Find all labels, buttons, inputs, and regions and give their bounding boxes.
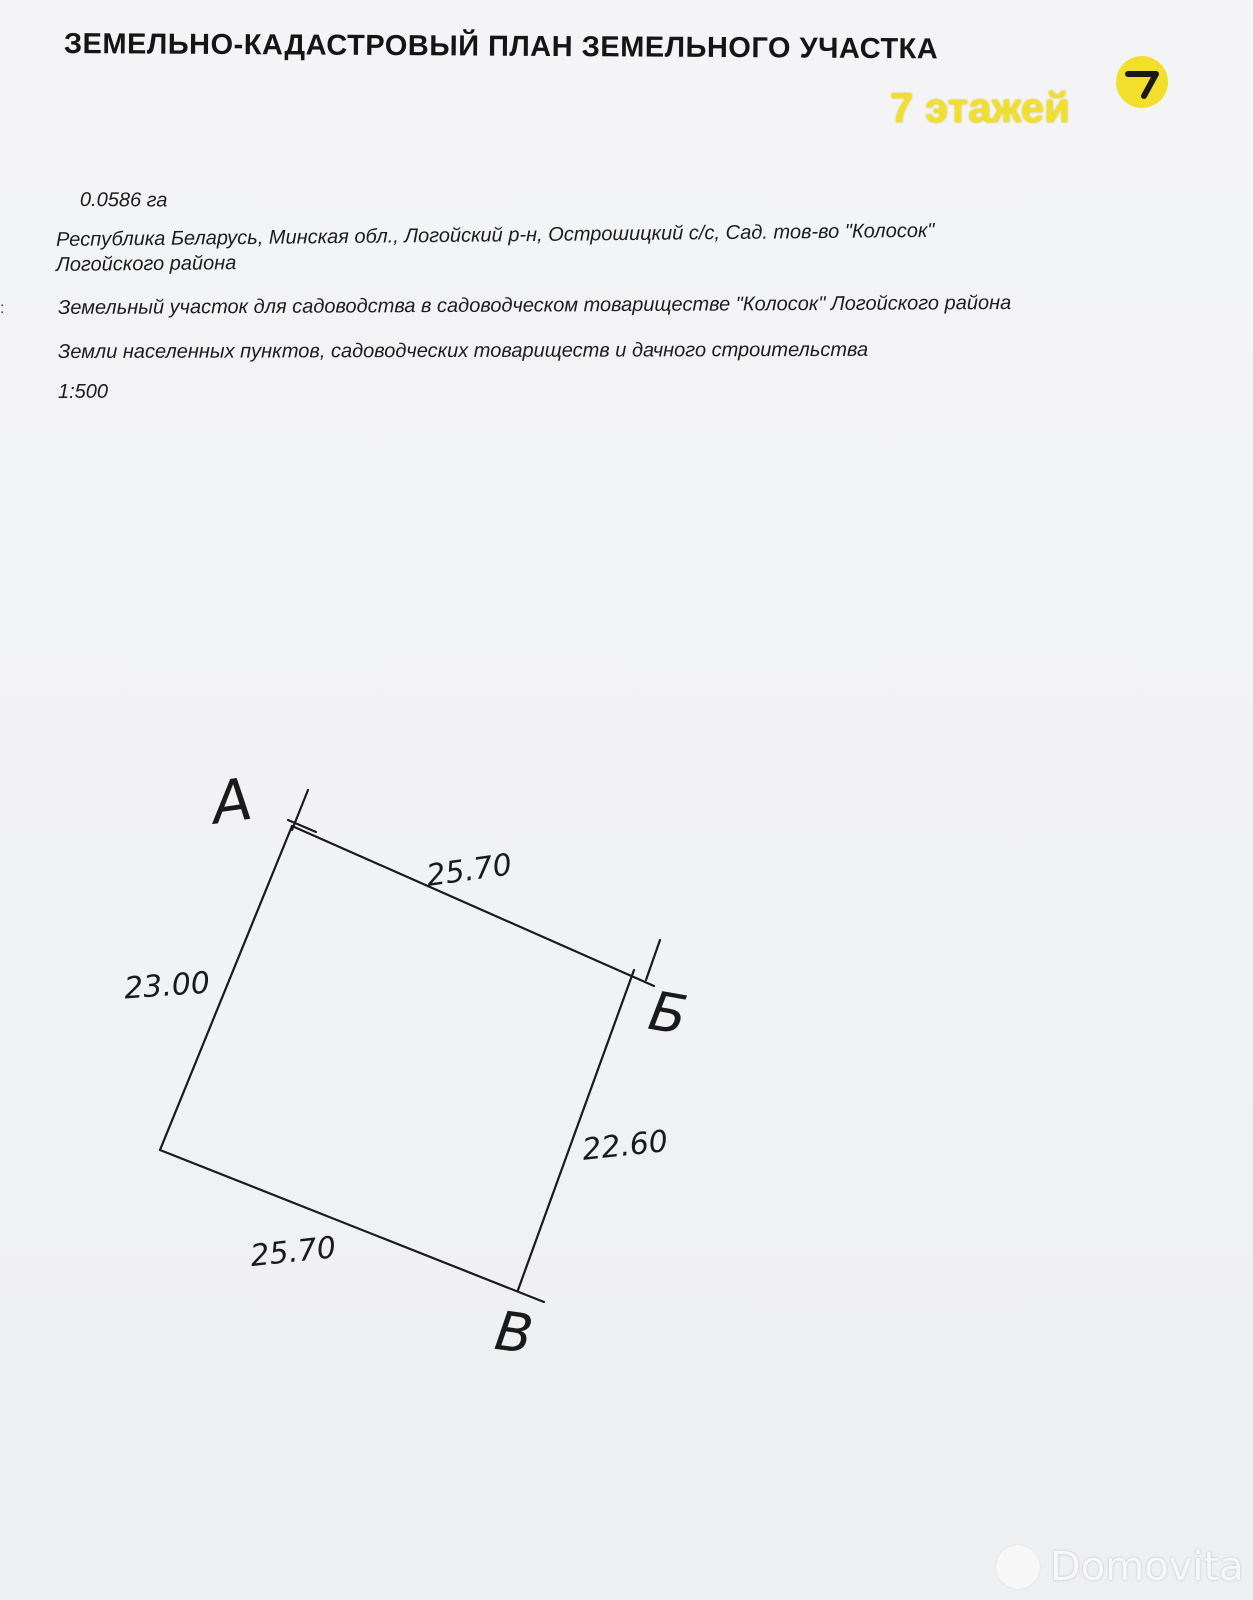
plot-purpose: Земельный участок для садоводства в садоводческом товариществе "Колосок" Логойского района (58, 292, 1012, 319)
corner-b-tick (646, 940, 660, 980)
watermark-text: Domovita (1050, 1544, 1244, 1590)
land-category: Земли населенных пунктов, садоводческих товариществ и дачного строительства (58, 338, 869, 363)
plot-address-continued: Логойского района (56, 252, 237, 276)
dimension-top: 25.70 (424, 847, 515, 894)
document-title: ЗЕМЕЛЬНО-КАДАСТРОВЫЙ ПЛАН ЗЕМЕЛЬНОГО УЧАСТКА (63, 28, 939, 66)
plan-scale: 1:500 (58, 381, 109, 403)
edge-mark: : (0, 300, 5, 317)
corner-label-a: A (207, 764, 257, 838)
dimension-bottom: 25.70 (248, 1230, 338, 1275)
boundary-top (292, 826, 654, 986)
dimension-right: 22.60 (580, 1124, 670, 1168)
dimension-left: 23.00 (122, 965, 212, 1007)
corner-label-c: В (491, 1298, 537, 1367)
plot-area: 0.0586 га (79, 189, 168, 212)
boundary-bottom (160, 1150, 544, 1302)
domovita-watermark (996, 1544, 1244, 1590)
domovita-logo-icon (996, 1545, 1040, 1589)
agency-name: 7 этажей (890, 84, 1070, 131)
corner-label-b: Б (644, 978, 692, 1048)
plot-address: Республика Беларусь, Минская обл., Логойский р-н, Острошицкий с/с, Сад. тов-во "Колосок" (56, 219, 935, 251)
